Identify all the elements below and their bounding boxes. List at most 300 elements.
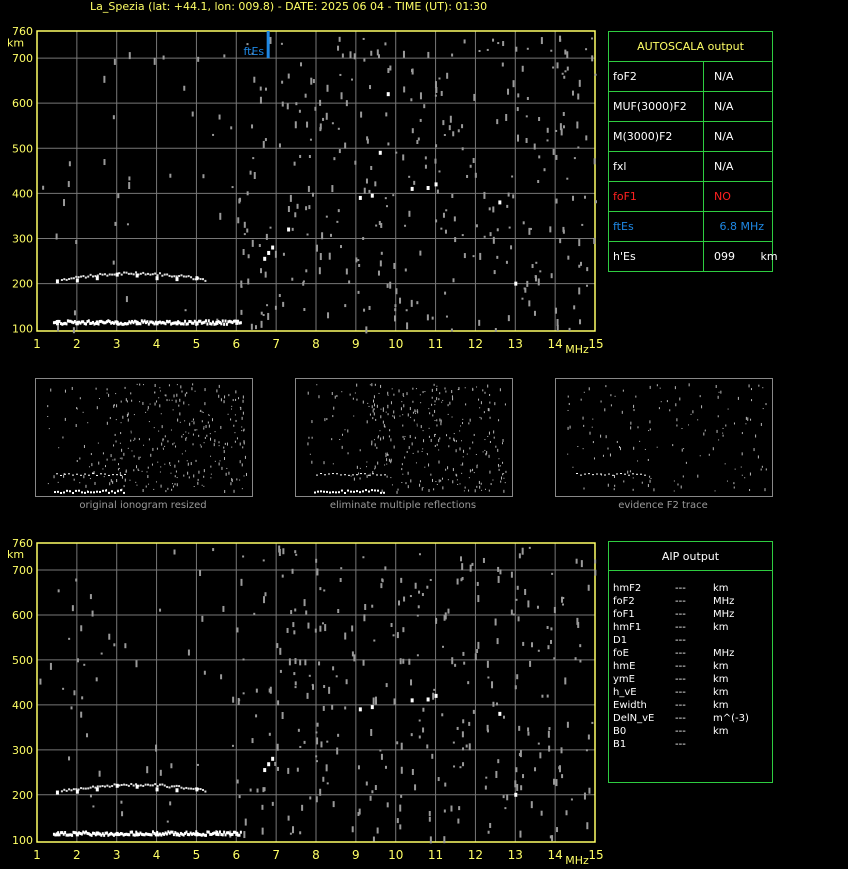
thumb-dot <box>402 474 403 475</box>
noise-dot <box>566 810 568 815</box>
thumb-dot <box>360 477 361 479</box>
data-point <box>56 321 59 325</box>
noise-dot <box>496 256 498 259</box>
noise-dot <box>444 615 446 621</box>
thumb-dot <box>387 476 388 478</box>
noise-dot <box>574 157 576 159</box>
thumb-dot <box>79 482 80 483</box>
noise-dot <box>57 325 59 331</box>
aip-row-value: --- <box>675 661 686 672</box>
noise-dot <box>326 113 328 120</box>
f-trace-dot <box>99 785 101 787</box>
thumb-dot <box>116 479 117 482</box>
thumb-dot <box>369 406 370 407</box>
f-trace-dot <box>190 276 192 278</box>
noise-dot <box>316 245 318 252</box>
noise-dot <box>243 831 245 838</box>
noise-dot <box>398 600 400 605</box>
thumb-dot <box>146 471 147 472</box>
thumb-dot <box>452 397 453 400</box>
thumb-dot <box>416 411 417 412</box>
thumb-dot <box>399 389 400 392</box>
noise-dot <box>426 586 428 589</box>
thumb-dot <box>184 420 185 421</box>
noise-dot <box>77 658 79 662</box>
thumb-dot <box>439 392 440 394</box>
thumb-dot <box>498 458 499 459</box>
thumb-dot <box>688 424 689 425</box>
thumb-dot <box>215 461 216 462</box>
noise-dot <box>528 228 530 235</box>
aip-row-value: --- <box>675 648 686 659</box>
thumb-dot <box>324 461 325 464</box>
noise-dot <box>515 685 517 689</box>
noise-dot <box>502 63 504 67</box>
noise-dot <box>353 654 355 661</box>
y-axis-label: km <box>7 36 25 50</box>
thumb-dot <box>219 445 220 446</box>
noise-dot <box>297 768 299 772</box>
row-label: ftEs <box>609 212 704 242</box>
noise-dot <box>380 583 382 588</box>
thumb-dot <box>311 420 312 423</box>
noise-dot <box>538 155 540 158</box>
thumb-dot <box>371 489 373 491</box>
thumb-dot <box>356 399 357 401</box>
thumb-dot <box>119 468 120 469</box>
noise-dot <box>74 310 76 315</box>
f-trace-dot <box>92 786 94 788</box>
thumb-dot <box>428 463 429 466</box>
thumb-dot <box>195 391 196 392</box>
thumb-dot <box>108 475 110 476</box>
thumb-dot <box>463 456 464 457</box>
thumb-dot <box>372 417 373 419</box>
thumb-dot <box>765 488 766 491</box>
noise-dot <box>422 727 424 732</box>
thumb-dot <box>614 475 615 478</box>
noise-dot <box>381 252 383 255</box>
aip-row-value: --- <box>675 700 686 711</box>
x-axis-label: MHz <box>565 343 589 356</box>
noise-dot <box>563 112 565 116</box>
thumb-dot <box>502 442 503 444</box>
noise-dot <box>364 604 366 610</box>
thumb-dot <box>605 385 606 387</box>
thumb-dot <box>177 483 178 486</box>
noise-dot <box>461 124 463 128</box>
noise-dot <box>402 154 404 160</box>
thumb-dot <box>367 403 368 404</box>
thumb-dot <box>481 401 482 404</box>
thumb-dot <box>85 485 86 488</box>
noise-dot <box>458 806 460 810</box>
thumb-eliminate <box>295 378 513 497</box>
thumb-dot <box>187 460 188 461</box>
thumb-dot <box>472 442 473 444</box>
noise-dot <box>113 643 115 646</box>
thumb-dot <box>465 487 466 489</box>
noise-dot <box>538 743 540 745</box>
thumb-dot <box>642 482 643 484</box>
thumb-dot <box>206 425 207 428</box>
f-trace-dot <box>106 275 108 277</box>
thumb-dot <box>570 426 571 429</box>
noise-dot <box>399 824 401 829</box>
f-trace-dot <box>204 280 206 282</box>
thumb-dot <box>127 414 128 417</box>
f-trace-dot <box>121 274 123 276</box>
noise-dot <box>547 128 549 133</box>
thumb-dot <box>113 444 114 446</box>
thumb-dot <box>448 479 449 480</box>
noise-dot <box>476 649 478 653</box>
f-trace-dot <box>102 274 104 276</box>
noise-dot <box>418 591 420 594</box>
noise-dot <box>263 314 265 316</box>
thumb-dot <box>139 384 140 386</box>
thumb-dot <box>464 490 465 491</box>
thumb-dot <box>660 388 661 389</box>
noise-dot <box>447 609 449 614</box>
thumb-dot <box>583 448 584 449</box>
data-point <box>76 790 79 794</box>
noise-dot <box>406 322 408 329</box>
thumb-dot <box>648 459 649 461</box>
y-tick-label: 700 <box>12 563 33 577</box>
noise-dot <box>377 827 379 833</box>
noise-dot <box>282 548 284 554</box>
thumb-dot <box>584 487 585 489</box>
noise-dot <box>315 559 317 563</box>
noise-dot <box>563 76 565 79</box>
noise-dot <box>331 185 333 192</box>
noise-dot <box>341 92 343 99</box>
noise-dot <box>337 734 339 737</box>
noise-dot <box>58 589 60 592</box>
noise-dot <box>417 615 419 617</box>
thumb-dot <box>131 432 132 433</box>
noise-dot <box>340 567 342 569</box>
thumb-dot <box>172 483 173 484</box>
thumb-dot <box>90 478 91 479</box>
thumb-dot <box>408 472 409 475</box>
noise-dot <box>263 141 265 148</box>
noise-dot <box>363 309 365 312</box>
thumb-dot <box>204 402 205 405</box>
thumb-dot <box>161 413 162 414</box>
thumb-dot <box>623 480 624 482</box>
thumb-dot <box>198 471 199 474</box>
thumb-dot <box>763 408 764 409</box>
row-unit: km <box>760 250 778 263</box>
noise-dot <box>454 237 456 242</box>
thumb-dot <box>746 417 747 420</box>
thumb-dot <box>386 458 387 461</box>
thumb-dot <box>241 426 242 427</box>
noise-dot <box>487 677 489 679</box>
noise-dot <box>121 811 123 816</box>
f-trace-dot <box>114 274 116 276</box>
noise-dot <box>287 768 289 774</box>
noise-dot <box>478 320 480 326</box>
thumb-dot <box>156 481 157 482</box>
thumb-dot <box>233 425 234 427</box>
noise-dot <box>529 661 531 667</box>
noise-dot <box>551 273 553 278</box>
thumb-dot <box>758 455 759 458</box>
thumb-dot <box>341 490 343 492</box>
noise-dot <box>412 769 414 775</box>
noise-dot <box>513 614 515 616</box>
noise-dot <box>350 51 352 58</box>
thumb-dot <box>633 489 634 491</box>
noise-dot <box>457 579 459 585</box>
noise-dot <box>255 325 257 329</box>
noise-dot <box>238 698 240 705</box>
noise-dot <box>279 143 281 147</box>
thumb-dot <box>111 490 113 492</box>
f-trace-dot <box>73 277 75 279</box>
noise-dot <box>71 706 73 709</box>
noise-dot <box>299 831 301 834</box>
data-point <box>76 321 79 325</box>
noise-dot <box>380 260 382 266</box>
thumb-dot <box>437 444 438 446</box>
thumb-dot <box>460 483 461 484</box>
f-trace-dot <box>157 274 159 276</box>
thumb-dot <box>143 384 144 385</box>
noise-dot <box>527 600 529 607</box>
thumb-dot <box>674 480 675 481</box>
thumb-dot <box>105 490 107 492</box>
noise-dot <box>419 735 421 738</box>
thumb-dot <box>181 436 182 438</box>
thumb-dot <box>489 432 490 435</box>
noise-dot <box>253 613 255 615</box>
noise-dot <box>504 807 506 809</box>
noise-dot <box>263 596 265 603</box>
thumb-dot <box>336 395 337 397</box>
thumb-dot <box>461 464 462 465</box>
noise-dot <box>511 610 513 615</box>
thumb-dot <box>377 405 378 408</box>
thumb-dot <box>456 449 457 452</box>
thumb-dot <box>567 454 568 455</box>
thumb-dot <box>58 447 59 448</box>
thumb-dot <box>126 471 127 473</box>
noise-dot <box>399 298 401 304</box>
noise-dot <box>497 567 499 572</box>
noise-dot <box>405 268 407 271</box>
thumb-dot <box>120 432 121 434</box>
f-trace-dot <box>185 787 187 789</box>
thumb-dot <box>224 490 225 493</box>
noise-dot <box>240 310 242 315</box>
thumb-dot <box>410 479 411 482</box>
data-point <box>136 321 139 325</box>
noise-dot <box>581 560 583 567</box>
thumb-dot <box>156 400 157 402</box>
thumb-dot <box>457 484 458 485</box>
thumb-dot <box>474 434 475 436</box>
thumb-dot <box>81 491 83 493</box>
f-trace-dot <box>152 273 154 275</box>
noise-dot <box>292 569 294 574</box>
thumb-dot <box>728 409 729 410</box>
thumb-dot <box>632 473 634 474</box>
f-trace-dot <box>185 276 187 278</box>
thumb-dot <box>240 407 241 410</box>
thumb-dot <box>601 401 602 403</box>
data-point <box>267 762 270 766</box>
noise-dot <box>588 788 590 794</box>
noise-dot <box>280 670 282 673</box>
noise-dot <box>492 702 494 707</box>
thumb-dot <box>403 393 404 396</box>
es-trace-dot <box>169 320 171 323</box>
noise-dot <box>578 265 580 268</box>
f-trace-dot <box>114 783 116 785</box>
noise-dot <box>396 741 398 744</box>
thumb-dot <box>584 474 586 475</box>
thumb-dot <box>487 436 488 437</box>
noise-dot <box>307 234 309 236</box>
thumb-dot <box>187 472 188 475</box>
thumb-dot <box>374 408 375 410</box>
noise-dot <box>69 161 71 166</box>
noise-dot <box>124 643 126 648</box>
es-trace-dot <box>238 834 240 837</box>
thumb-dot <box>650 478 651 479</box>
noise-dot <box>278 546 280 553</box>
thumb-dot <box>390 477 391 478</box>
thumb-dot <box>234 490 235 493</box>
noise-dot <box>322 777 324 782</box>
thumb-dot <box>205 437 206 439</box>
thumb-dot <box>242 488 243 489</box>
noise-dot <box>591 37 593 39</box>
noise-dot <box>503 795 505 798</box>
noise-dot <box>248 254 250 258</box>
noise-dot <box>297 204 299 209</box>
noise-dot <box>433 689 435 691</box>
thumb-dot <box>225 443 226 445</box>
thumb-dot <box>383 407 384 409</box>
noise-dot <box>307 693 309 699</box>
thumb-dot <box>335 491 337 493</box>
thumb-dot <box>344 492 346 494</box>
noise-dot <box>120 801 122 804</box>
thumb-dot <box>366 466 367 467</box>
thumb-dot <box>212 418 213 421</box>
f-trace-dot <box>164 274 166 276</box>
thumb-dot <box>750 473 751 476</box>
f-trace-dot <box>123 784 125 786</box>
thumb-dot <box>503 473 504 474</box>
noise-dot <box>387 142 389 145</box>
y-tick-label: 600 <box>12 608 33 622</box>
f-trace-dot <box>135 271 137 273</box>
f-trace-dot <box>161 783 163 785</box>
thumb-dot <box>189 476 190 478</box>
f-trace-dot <box>82 788 84 790</box>
y-tick-label: 200 <box>12 277 33 291</box>
thumb-dot <box>202 420 203 422</box>
noise-dot <box>563 125 565 128</box>
thumb-dot <box>114 492 116 494</box>
aip-row-unit: km <box>713 687 729 698</box>
noise-dot <box>92 805 94 807</box>
thumb-dot <box>145 412 146 413</box>
thumb-dot <box>63 491 65 493</box>
x-tick-label: 10 <box>388 848 404 862</box>
thumb-dot <box>134 455 135 457</box>
thumb-dot <box>418 451 419 453</box>
noise-dot <box>495 328 497 332</box>
thumb-dot <box>462 419 463 420</box>
noise-dot <box>515 47 517 52</box>
noise-dot <box>535 262 537 264</box>
thumb-dot <box>494 402 495 405</box>
noise-dot <box>328 687 330 694</box>
noise-dot <box>554 607 556 613</box>
noise-dot <box>537 180 539 183</box>
autoscala-row-fof1 <box>609 182 773 212</box>
thumb-dot <box>420 402 421 403</box>
noise-dot <box>441 713 443 716</box>
thumb-dot <box>423 439 424 442</box>
thumb-dot <box>183 401 184 404</box>
thumb-dot <box>657 447 658 448</box>
thumb-dot <box>745 423 746 424</box>
noise-dot <box>512 194 514 198</box>
thumb-dot <box>479 481 480 484</box>
noise-dot <box>595 200 597 203</box>
noise-dot <box>391 623 393 627</box>
thumb-dot <box>240 443 241 446</box>
noise-dot <box>371 790 373 793</box>
thumb-dot <box>718 396 719 399</box>
thumb-dot <box>683 448 684 449</box>
noise-dot <box>344 706 346 709</box>
thumb-dot <box>114 459 115 461</box>
thumb-dot <box>431 404 432 406</box>
data-point <box>371 705 374 709</box>
x-tick-label: 14 <box>547 848 563 862</box>
y-ticks <box>12 537 33 847</box>
thumb-dot <box>203 426 204 427</box>
noise-dot <box>519 553 521 558</box>
noise-dot <box>92 611 94 617</box>
noise-dot <box>522 774 524 778</box>
data-point <box>116 784 119 788</box>
aip-row <box>613 673 773 686</box>
noise-dot <box>375 225 377 227</box>
aip-row-unit: km <box>713 726 729 737</box>
noise-dot <box>379 749 381 751</box>
noise-dot <box>368 190 370 193</box>
es-trace-dot <box>208 319 210 322</box>
thumb-dot <box>413 412 414 414</box>
noise-dot <box>256 689 258 693</box>
data-point <box>411 187 414 191</box>
thumb-dot <box>365 489 367 491</box>
thumb-dot <box>356 384 357 387</box>
noise-dot <box>487 661 489 668</box>
noise-dot <box>290 610 292 614</box>
thumb-dot <box>448 404 449 406</box>
